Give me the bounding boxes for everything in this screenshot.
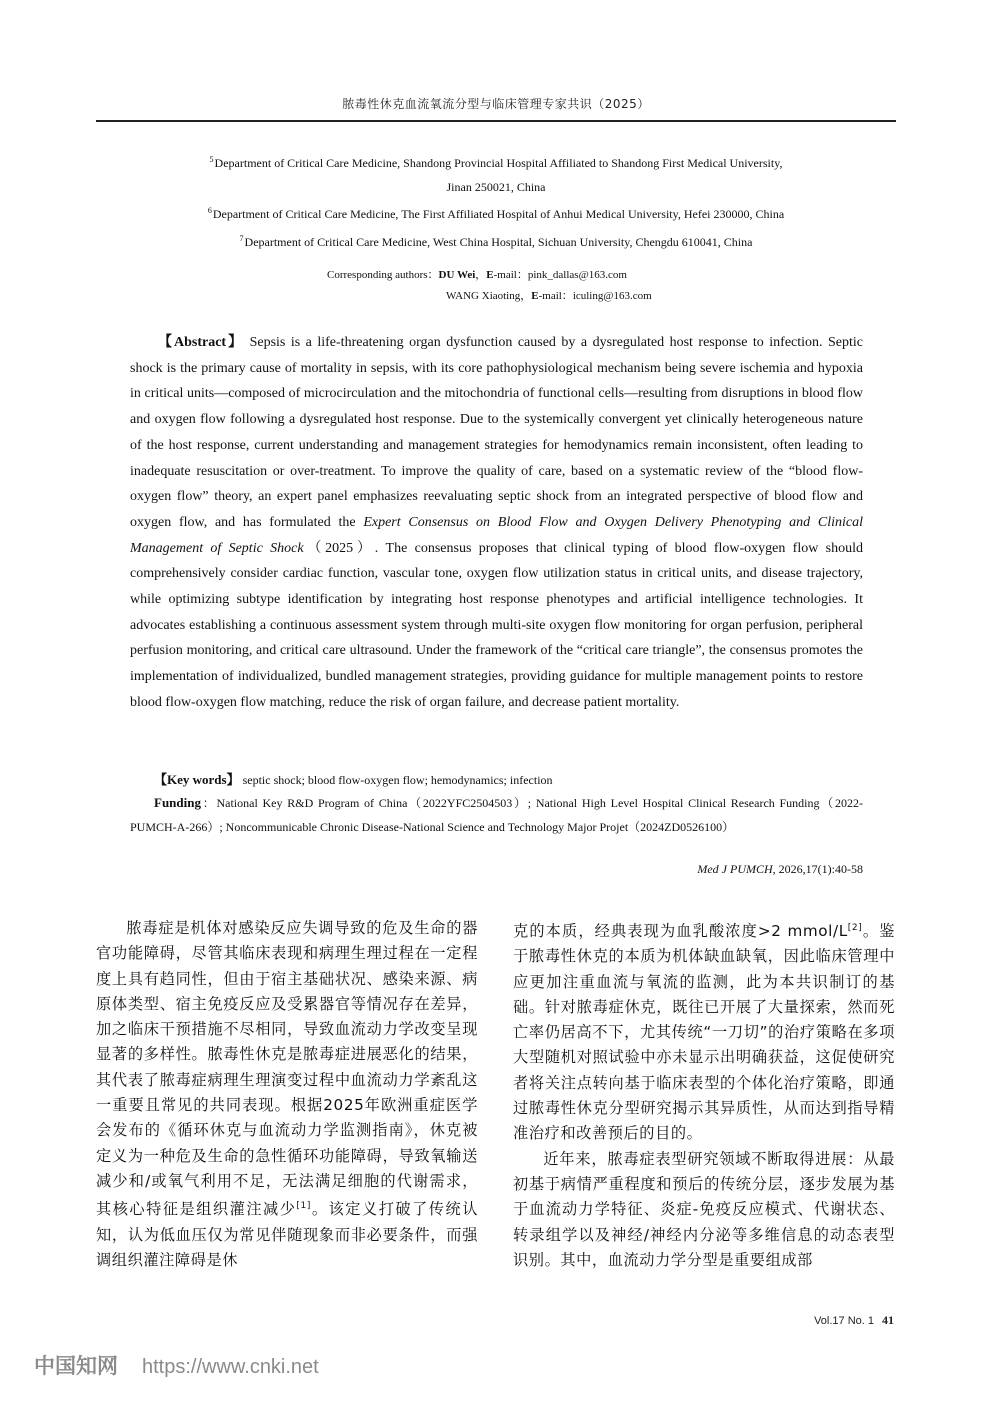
author-email[interactable]: pink_dallas@163.com xyxy=(527,269,627,281)
journal-name: Med J PUMCH xyxy=(697,862,773,876)
keywords xyxy=(130,768,863,792)
affiliations xyxy=(110,148,882,254)
paragraph: 克的本质，经典表现为血乳酸浓度>2 mmol/L[2]。鉴于脓毒性休克的本质为机体缺血缺氧，因此临床管理中应更加注重血流与氧流的监测，此为本共识制订的基础。针对脓毒症休克，既往已开展了大量探索，然而死亡率仍居高不下，尤其传统“一刀切”的治疗策略在多项大型随机对照试验中亦未显示出明确获益，这促使研究者将关注点转向基于临床表型的个体化治疗策略，即通过脓毒性休克分型研究揭示其异质性，从而达到指导精准治疗和改善预后的目的。 xyxy=(513,922,896,1143)
keywords-label: 【Key words】 xyxy=(154,772,240,787)
corresponding-author-1: Corresponding authors：DU Wei，E-mail：pink_dallas@163.com xyxy=(327,269,627,281)
affiliation-7: $^7$Department of Critical Care Medicine, West China Hospital, Sichuan University, Chengdu 610041, China xyxy=(239,233,753,249)
reference-link[interactable]: [1] xyxy=(296,1201,311,1212)
consensus-title: Expert Consensus on Blood Flow and Oxygen Delivery Phenotyping and Clinical Management of Septic Shock xyxy=(130,514,863,556)
cnki-logo: 中国知网 xyxy=(34,1355,118,1378)
affiliation-6: $^6$Department of Critical Care Medicine, The First Affiliated Hospital of Anhui Medical University, Hefei 230000, China xyxy=(207,206,785,221)
volume-issue: Vol.17 No. 1 xyxy=(814,1315,874,1327)
affiliation-5: $^5$Department of Critical Care Medicine, Shandong Provincial Hospital Affiliated to Shandong First Medical University, xyxy=(209,155,783,170)
abstract xyxy=(130,330,863,716)
affiliation-5-city: Jinan 250021, China xyxy=(446,179,546,194)
funding xyxy=(130,791,863,839)
page-folio xyxy=(814,1313,894,1328)
cnki-url[interactable]: https://www.cnki.net xyxy=(142,1356,319,1378)
paragraph: 近年来，脓毒症表型研究领域不断取得进展：从最初基于病情严重程度和预后的传统分层，逐步发展为基于血流动力学特征、炎症-免疫反应模式、代谢状态、转录组学以及神经/神经内分泌等多维信息的动态表型识别。其中，血流动力学分型是重要组成部 xyxy=(513,1149,895,1269)
abstract-label: 【Abstract】 xyxy=(158,335,245,350)
header-rule xyxy=(96,120,896,122)
author-email[interactable]: iculing@163.com xyxy=(572,290,652,302)
paragraph: 脓毒症是机体对感染反应失调导致的危及生命的器官功能障碍，尽管其临床表现和病理生理过程在一定程度上具有趋同性，但由于宿主基础状况、感染来源、病原体类型、宿主免疫反应及受累器官等情况存在差异，加之临床干预措施不尽相同，导致血流动力学改变呈现显著的多样性。脓毒性休克是脓毒症进展恶化的结果，其代表了脓毒症病理生理演变过程中血流动力学紊乱这一重要且常见的共同表现。根据2025年欧洲重症医学会发布的《循环休克与血流动力学监测指南》，休克被定义为一种危及生命的急性循环功能障碍，导致氧输送减少和/或氧气利用不足，无法满足细胞的代谢需求，其核心特征是组织灌注减少[1]。该定义打破了传统认知，认为低血压仅为常见伴随现象而非必要条件，而强调组织灌注障碍是休 xyxy=(96,919,478,1269)
citation xyxy=(697,862,863,877)
abstract-text-1: Sepsis is a life-threatening organ dysfunction caused by a dysregulated host response to infection. Septic shock is the primary cause of mortality in sepsis, with its core pathophysiological mechanism being severe ischemia and hypoxia in critical units—composed of microcirculation and the mitochondria of functional cells—resulting from disruptions in blood flow and oxygen flow following a dysregulated host response. Due to the systemically convergent yet clinically heterogeneous nature of the host response, current understanding and management strategies for hemodynamics remain inconsistent, often leading to inadequate resuscitation or over-treatment. To improve the quality of care, based on a systematic review of the “blood flow-oxygen flow” theory, an expert panel emphasizes reevaluating septic shock from an integrated perspective of blood flow and oxygen flow, and has formulated the xyxy=(130,335,864,530)
cnki-watermark xyxy=(34,1350,319,1380)
body-column-left xyxy=(96,916,478,1273)
corresponding-label: Corresponding authors： xyxy=(327,269,439,281)
reference-link[interactable]: [2] xyxy=(847,923,863,933)
author-name: WANG Xiaoting xyxy=(446,290,521,302)
page-number: 41 xyxy=(882,1313,894,1327)
body-column-right xyxy=(513,916,895,1273)
author-name: DU Wei xyxy=(438,269,476,281)
running-title: 脓毒性休克血流氧流分型与临床管理专家共识（2025） xyxy=(342,97,650,111)
funding-label: Funding xyxy=(154,795,201,810)
keywords-text: septic shock; blood flow-oxygen flow; hemodynamics; infection xyxy=(242,773,553,787)
abstract-text-2: （2025）. The consensus proposes that clinical typing of blood flow-oxygen flow should comprehensively consider cardiac function, vascular tone, oxygen flow utilization status in critical units, and disease trajectory, while optimizing subtype identification by integrating host response phenotypes and artificial intelligence technologies. It advocates establishing a continuous assessment system through multi-site oxygen flow monitoring for organ perfusion, peripheral perfusion monitoring, and critical care ultrasound. Under the framework of the “critical care triangle”, the consensus promotes the implementation of individualized, bundled management strategies, providing guidance for multiple management points to restore blood flow-oxygen flow matching, reduce the risk of organ failure, and decrease patient mortality. xyxy=(130,540,863,710)
corresponding-author-2: WANG Xiaoting，E-mail：iculing@163.com xyxy=(446,290,652,302)
citation-details: , 2026,17(1):40-58 xyxy=(772,862,863,876)
funding-text: ：National Key R&D Program of China（2022YFC2504503）; National High Level Hospital Clinical Research Funding（2022-PUMCH-A-266）; Noncommunicable Chronic Disease-National Science and Technology Major Projet（2024ZD0526100） xyxy=(130,796,863,834)
